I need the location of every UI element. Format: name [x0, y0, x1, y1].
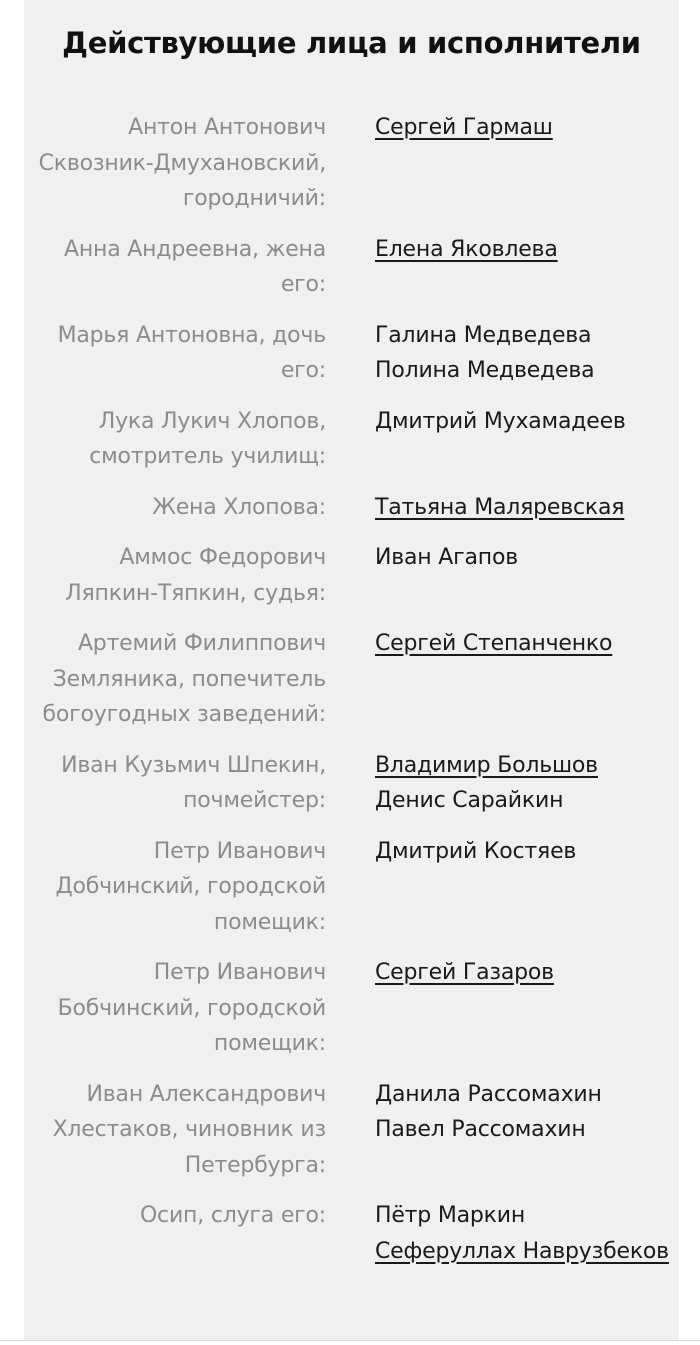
- actor-link[interactable]: Сергей Гармаш: [375, 115, 553, 140]
- actor-link[interactable]: Сергей Газаров: [375, 960, 554, 985]
- actors-list: [375, 1077, 675, 1184]
- role-name: Петр Иванович Бобчинский, городской помещик:: [57, 960, 326, 1056]
- page-bottom-divider: [0, 1340, 700, 1341]
- role-name: Анна Андреевна, жена его:: [63, 236, 326, 297]
- cast-row: [24, 1198, 679, 1269]
- actors-list: [375, 490, 675, 526]
- cast-row: [24, 1077, 679, 1184]
- actor-name: Галина Медведева: [375, 322, 592, 348]
- actor-name: Иван Агапов: [375, 545, 518, 570]
- actors-list: [375, 318, 675, 389]
- actors-list: [375, 110, 675, 217]
- actor-name: Данила Рассомахин: [375, 1081, 602, 1107]
- role-name: Иван Александрович Хлестаков, чиновник из Петербурга:: [52, 1081, 326, 1178]
- actors-list: [375, 232, 675, 303]
- cast-row: [24, 540, 679, 611]
- cast-row: [24, 110, 679, 217]
- actors-list: [375, 540, 675, 611]
- actors-list: [375, 834, 675, 941]
- actor-name: Денис Сарайкин: [375, 788, 564, 813]
- actor-link[interactable]: Сеферуллах Наврузбеков: [375, 1238, 669, 1264]
- cast-row: [24, 626, 679, 733]
- role-name: Лука Лукич Хлопов, смотритель училищ:: [89, 408, 326, 469]
- role-name: Антон Антонович Сквозник-Дмухановский, городничий:: [38, 115, 326, 211]
- actor-name: Павел Рассомахин: [375, 1117, 586, 1142]
- actor-name: Пётр Маркин: [375, 1203, 526, 1228]
- role-name: Аммос Федорович Ляпкин-Тяпкин, судья:: [65, 545, 326, 606]
- cast-row: [24, 404, 679, 475]
- actor-name: Полина Медведева: [375, 358, 595, 383]
- role-name: Петр Иванович Добчинский, городской помещик:: [55, 838, 326, 935]
- actor-name: Дмитрий Костяев: [375, 838, 577, 864]
- actor-link[interactable]: Сергей Степанченко: [375, 631, 613, 656]
- cast-row: [24, 955, 679, 1062]
- actors-list: [375, 1198, 675, 1269]
- role-name: Марья Антоновна, дочь его:: [57, 322, 326, 383]
- role-name: Жена Хлопова:: [152, 494, 326, 520]
- cast-row: [24, 834, 679, 941]
- cast-list: [24, 110, 679, 1284]
- cast-row: [24, 318, 679, 389]
- role-name: Иван Кузьмич Шпекин, почмейстер:: [61, 752, 326, 813]
- actor-link[interactable]: Татьяна Маляревская: [375, 494, 625, 520]
- actor-link[interactable]: Елена Яковлева: [375, 236, 558, 262]
- cast-row: [24, 232, 679, 303]
- actors-list: [375, 626, 675, 733]
- cast-row: [24, 748, 679, 819]
- actors-list: [375, 404, 675, 475]
- actor-name: Дмитрий Мухамадеев: [375, 408, 626, 434]
- cast-row: [24, 490, 679, 526]
- page-title: Действующие лица и исполнители: [62, 26, 641, 60]
- role-name: Осип, слуга его:: [139, 1203, 326, 1228]
- role-name: Артемий Филиппович Земляника, попечитель богоугодных заведений:: [42, 631, 326, 727]
- actors-list: [375, 748, 675, 819]
- actors-list: [375, 955, 675, 1062]
- actor-link[interactable]: Владимир Большов: [375, 752, 598, 778]
